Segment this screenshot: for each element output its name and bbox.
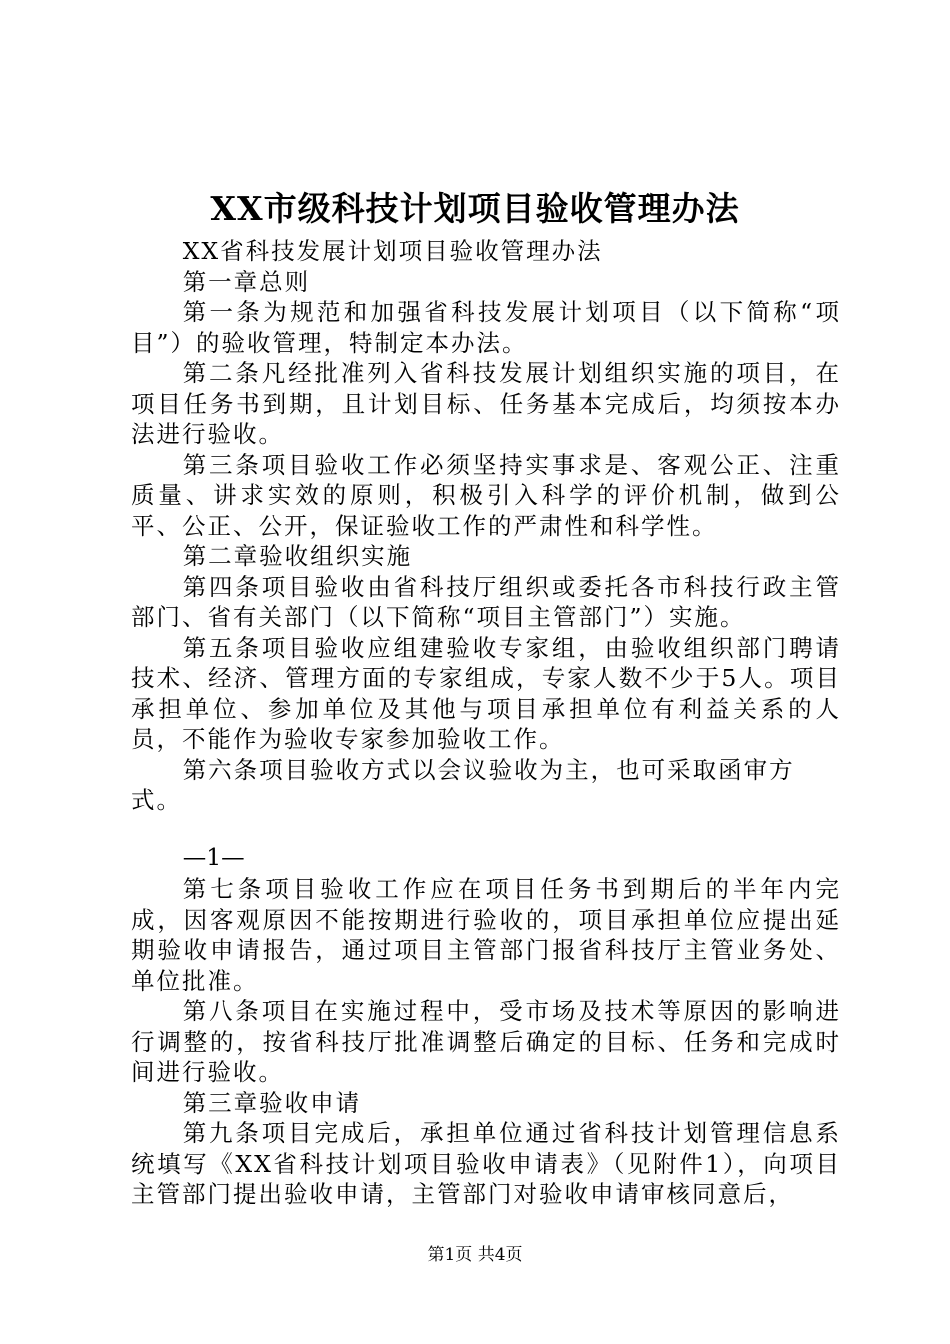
chapter-heading: 第三章验收申请 [182,1088,362,1117]
article-paragraph: 第二条凡经批准列入省科技发展计划组织实施的项目，在项目任务书到期，且计划目标、任务基本完成后，均须按本办法进行验收。 [131,359,841,448]
document-title: XX市级科技计划项目验收管理办法 [210,189,740,228]
page-number-marker: —1— [182,842,245,871]
article-paragraph: 第三条项目验收工作必须坚持实事求是、客观公正、注重质量、讲求实效的原则，积极引入科学的评价机制，做到公平、公正、公开，保证验收工作的严肃性和科学性。 [131,450,841,540]
page-footer: 第1页 共4页 [427,1245,523,1265]
article-paragraph: 第九条项目完成后，承担单位通过省科技计划管理信息系统填写《XX省科技计划项目验收申请表》（见附件1），向项目主管部门提出验收申请，主管部门对验收申请审核同意后， [131,1119,841,1208]
chapter-heading: 第二章验收组织实施 [182,542,413,570]
article-paragraph: 第六条项目验收方式以会议验收为主，也可采取函审方式。 [131,755,795,814]
document-body [131,236,841,1210]
article-paragraph: 第八条项目在实施过程中，受市场及技术等原因的影响进行调整的，按省科技厅批准调整后确定的目标、任务和完成时间进行验收。 [131,997,841,1086]
article-paragraph: 第一条为规范和加强省科技发展计划项目（以下简称“项目”）的验收管理，特制定本办法。 [131,298,841,357]
article-paragraph: 第七条项目验收工作应在项目任务书到期后的半年内完成，因客观原因不能按期进行验收的，项目承担单位应提出延期验收申请报告，通过项目主管部门报省科技厅主管业务处、单位批准。 [131,875,841,995]
article-paragraph: 第四条项目验收由省科技厅组织或委托各市科技行政主管部门、省有关部门（以下简称“项目主管部门”）实施。 [131,572,841,631]
article-paragraph: 第五条项目验收应组建验收专家组，由验收组织部门聘请技术、经济、管理方面的专家组成，专家人数不少于5人。项目承担单位、参加单位及其他与项目承担单位有利益关系的人员，不能作为验收专家参加验收工作。 [131,633,841,753]
subtitle-paragraph: XX省科技发展计划项目验收管理办法 [182,237,603,265]
chapter-heading: 第一章总则 [182,267,311,296]
